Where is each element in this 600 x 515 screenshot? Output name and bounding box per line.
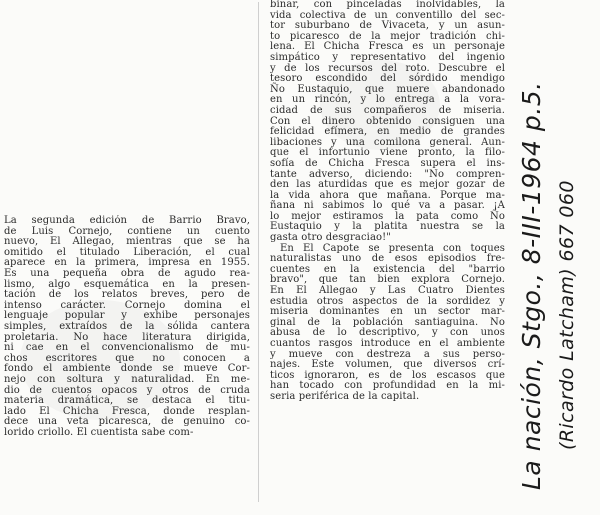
text-line: de Luis Cornejo, contiene un cuento: [4, 225, 250, 237]
text-line: lorido criollo. El cuentista sabe com-: [4, 426, 194, 438]
text-line: lena. El Chicha Fresca es un personaje: [270, 41, 505, 53]
text-line: dio de cuentos opacos y otros de cruda: [4, 384, 250, 396]
text-line: bravo", que tan bien explora Cornejo.: [270, 274, 505, 286]
text-line: En El Capote se presenta con toques: [280, 242, 505, 254]
text-line: La segunda edición de Barrio Bravo,: [4, 215, 250, 226]
text-line: y mueve con destreza a sus perso-: [270, 348, 505, 360]
text-line: felicidad efímera, en medio de grandes: [270, 126, 505, 138]
text-line: proletaria. No hace literatura dirigida,: [4, 331, 250, 343]
text-line: materia dramática, se destaca el titu-: [4, 395, 250, 407]
text-line: ticos ignoraron, es de los escasos que: [270, 369, 505, 381]
text-line: dece una veta picaresca, de genuino co-: [4, 416, 250, 428]
text-line: lenguaje popular y exhibe personajes: [4, 310, 250, 322]
text-line: binar, con pinceladas inolvidables, la: [270, 0, 505, 10]
article-left-column: [4, 216, 250, 438]
text-line: sofía de Chicha Fresca supera el ins-: [270, 157, 505, 169]
handwritten-source-note: La nación, Stgo., 8-III-1964 p.5.: [517, 81, 546, 490]
text-line: simples, extraídos de la sólida cantera: [4, 320, 250, 332]
text-line: cuentes en la existencia del "barrio: [270, 263, 505, 275]
text-line: Eustaquio y la platita nuestra se la: [270, 221, 505, 233]
text-line: tor suburbano de Vivaceta, y un asun-: [270, 20, 505, 32]
text-line: intenso carácter. Cornejo domina el: [4, 299, 250, 311]
text-line: nuevo, El Allegao, mientras que se ha: [4, 236, 250, 248]
text-line: Ño Eustaquio, que muere abandonado: [270, 83, 505, 95]
text-line: la vida ahora que mañana. Porque ma-: [270, 189, 505, 201]
text-line: que el infortunio viene pronto, la filo-: [270, 147, 505, 159]
text-line: lado El Chicha Fresca, donde resplan-: [4, 405, 250, 417]
text-line: Con el dinero obtenido consiguen una: [270, 115, 505, 127]
text-line: libaciones y una comilona general. Aun-: [270, 136, 505, 148]
text-line: cuantos rasgos introduce en el ambiente: [270, 338, 505, 349]
text-line: lo mejor estiramos la pata como Ño: [270, 210, 505, 222]
text-line: nejo con soltura y naturalidad. En me-: [4, 373, 250, 385]
text-line: estudia otros aspectos de la sordidez y: [270, 295, 505, 307]
text-line: tesoro escondido del sórdido mendigo: [270, 73, 505, 85]
text-line: tación de los relatos breves, pero de: [4, 289, 250, 301]
text-line: ginal de la población santiaguina. No: [270, 316, 505, 328]
text-line: aparece en la primera, impresa en 1955.: [4, 257, 250, 269]
text-line: cidad de sus compañeros de miseria.: [270, 104, 505, 116]
text-line: simpático y representativo del ingenio: [270, 51, 505, 63]
column-divider: [258, 2, 259, 502]
text-line: han tocado con profundidad en la mi-: [270, 380, 505, 392]
text-line: naturalistas uno de esos episodios fre-: [270, 253, 505, 265]
text-line: omitido el titulado Liberación, el cual: [4, 246, 250, 258]
text-line: to picaresco de la mejor tradición chi-: [270, 30, 505, 42]
handwritten-author-note: (Ricardo Latcham) 667 060: [556, 180, 578, 450]
text-line: miseria dominantes en un sector mar-: [270, 306, 505, 318]
text-line: ñana ni sabimos lo qué va a pasar. ¡A: [270, 200, 505, 212]
text-line: lismo, algo esquemática en la presen-: [4, 278, 250, 290]
text-line: abusa de lo descriptivo, y con unos: [270, 327, 505, 339]
article-right-column: [270, 0, 505, 403]
text-line: en un rincón, y lo entrega a la vora-: [270, 94, 505, 106]
text-line: tante adverso, diciendo: "No compren-: [270, 168, 505, 180]
text-line: seria periférica de la capital.: [270, 390, 420, 402]
text-line: y de los recursos del roto. Descubre el: [270, 62, 505, 74]
text-line: ni cae en el convencionalismo de mu-: [4, 342, 250, 354]
text-line: najes. Este volumen, que diversos crí-: [270, 359, 505, 371]
text-line: vida colectiva de un conventillo del sec-: [270, 9, 505, 21]
text-line: chos escritores que no conocen a: [4, 352, 250, 364]
text-line: gasta otro desgraciao!": [270, 232, 391, 244]
text-line: Es una pequeña obra de agudo rea-: [4, 267, 250, 279]
text-line: fondo el ambiente donde se mueve Cor-: [4, 363, 250, 375]
text-line: En El Allegao y Las Cuatro Dientes: [270, 285, 505, 297]
text-line: den las aturdidas que es mejor gozar de: [270, 179, 505, 191]
